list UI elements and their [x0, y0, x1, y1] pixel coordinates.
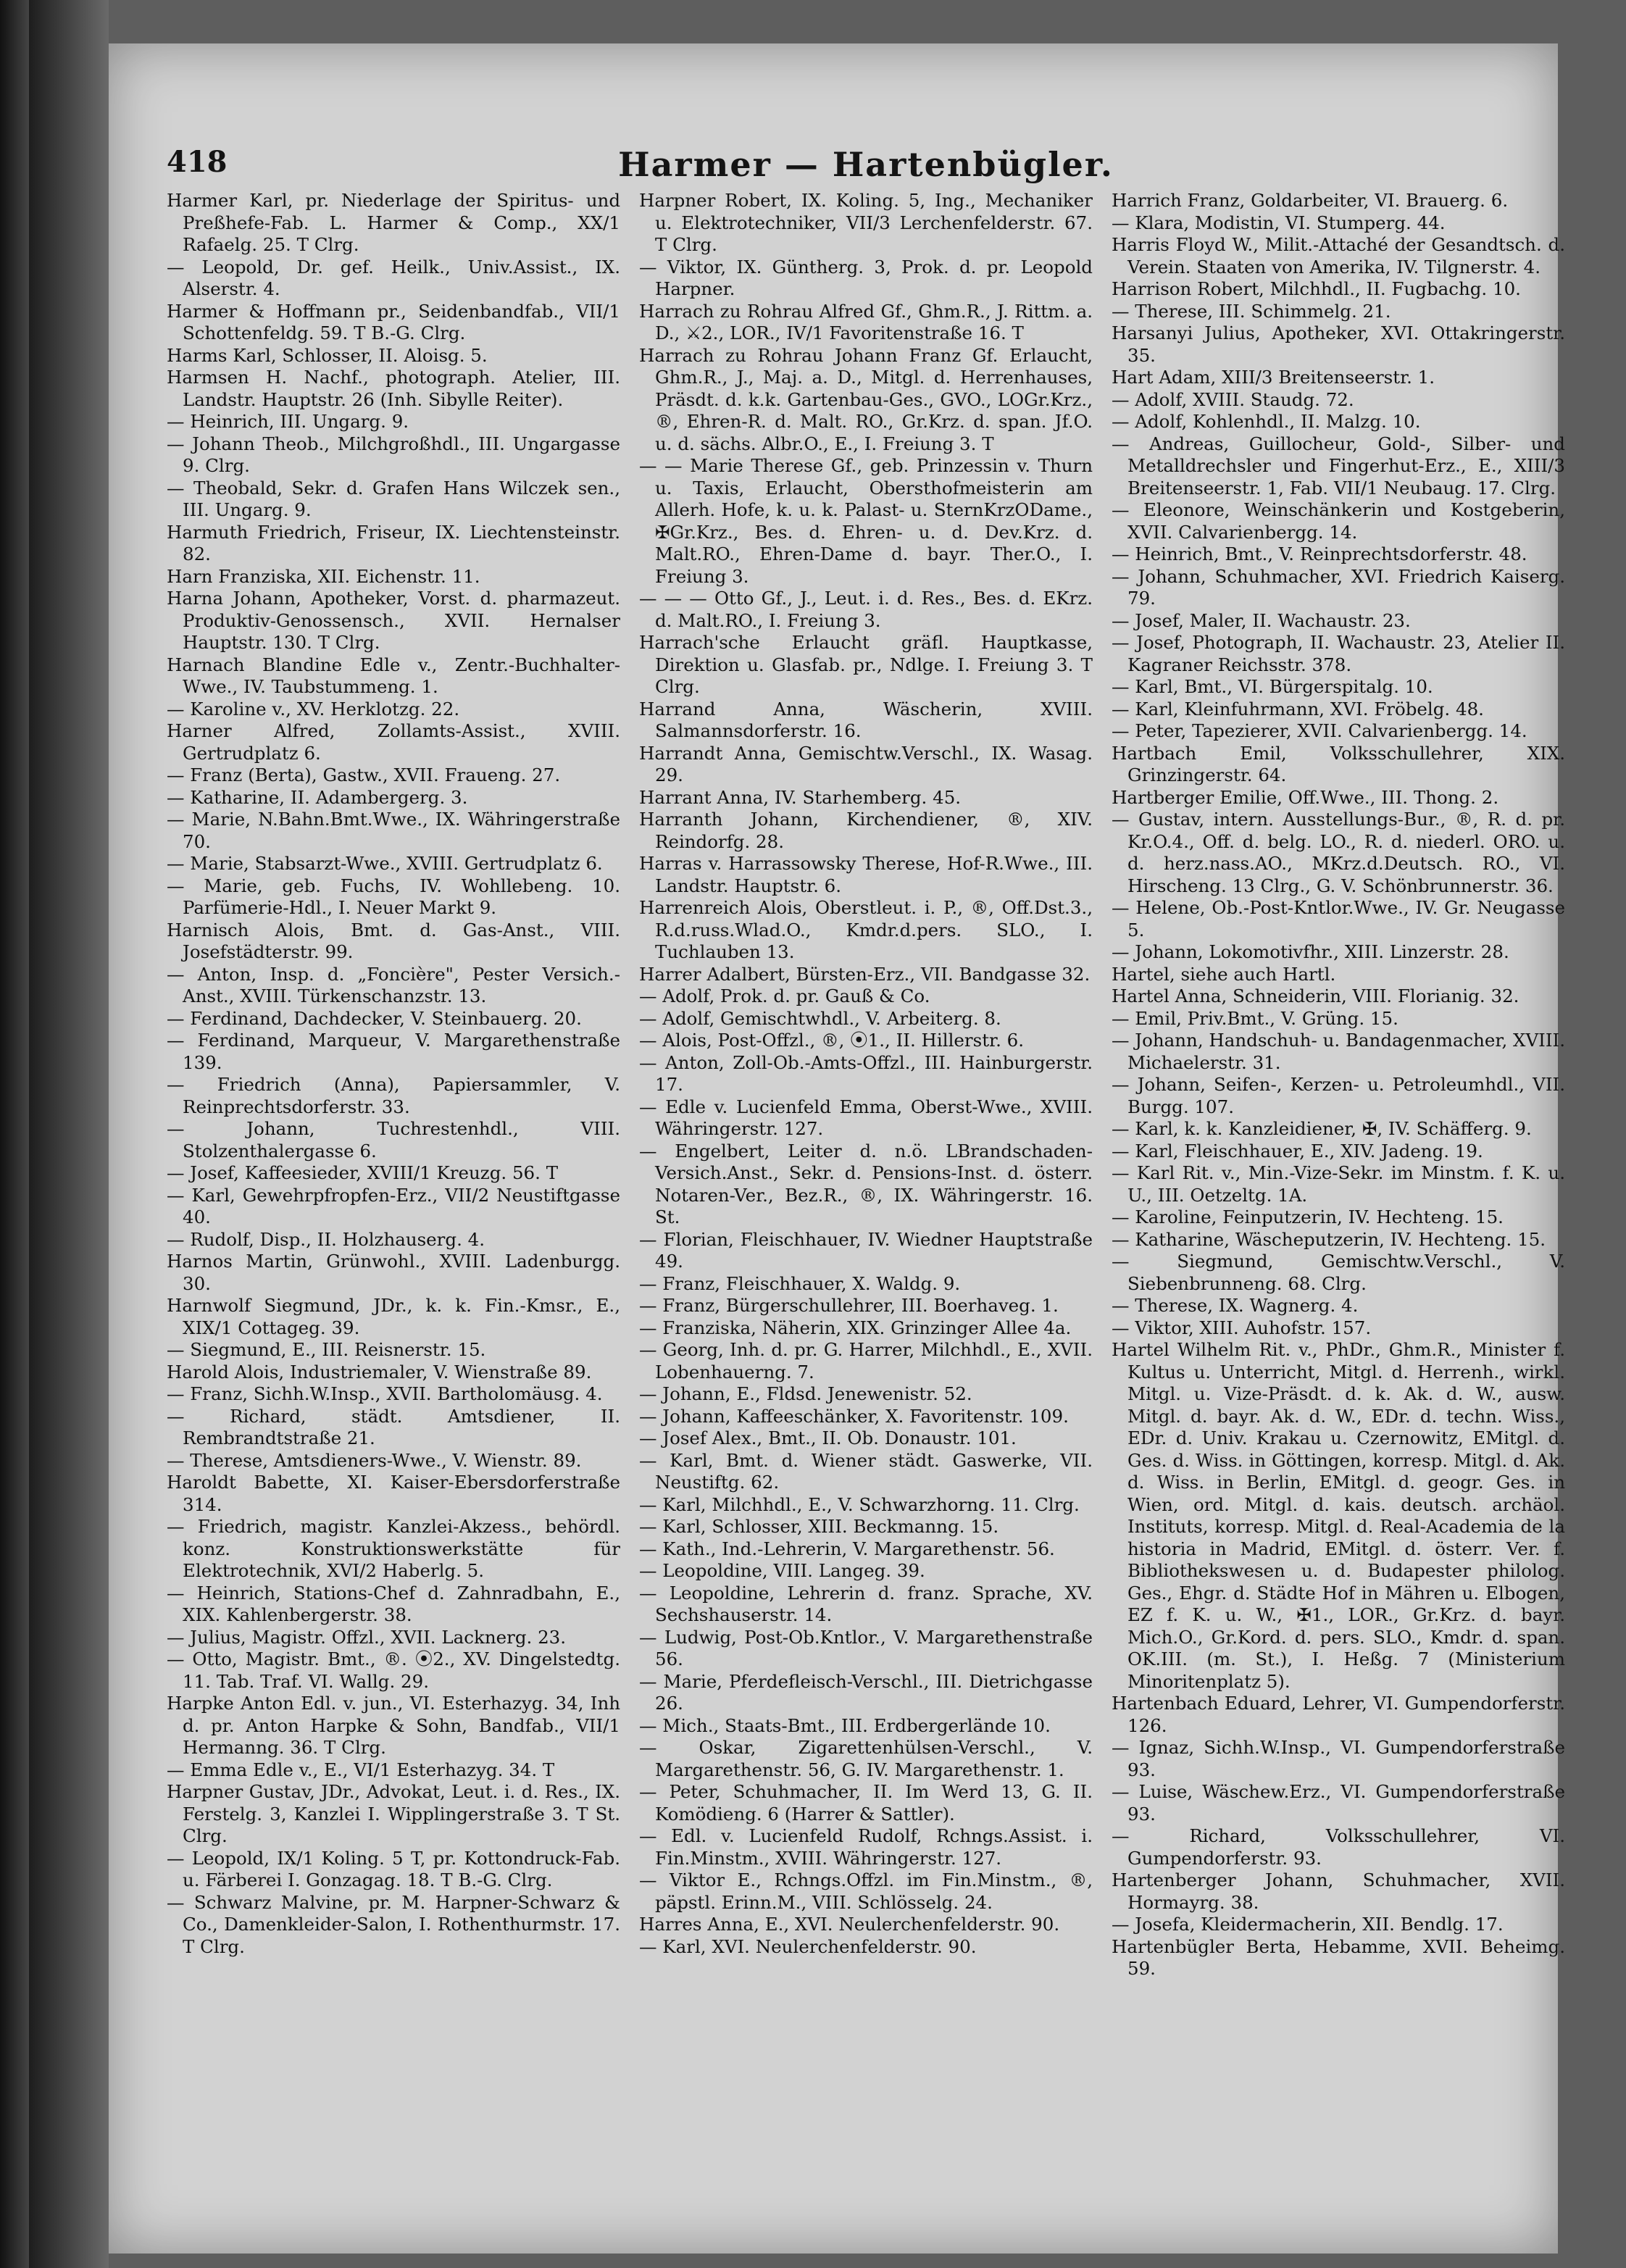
directory-entry: — Franz (Berta), Gastw., XVII. Fraueng. 27.: [167, 764, 561, 785]
directory-entry: — Leopold, IX/1 Koling. 5 T, pr. Kottondruck-Fab. u. Färberei I. Gonzagag. 18. T B.-G. Clrg.: [167, 1847, 620, 1890]
directory-entry: — Karl, Schlosser, XIII. Beckmanng. 15.: [639, 1516, 999, 1537]
directory-entry: — Marie, N.Bahn.Bmt.Wwe., IX. Währingerstraße 70.: [167, 809, 620, 852]
directory-entry: — Karl, k. k. Kanzleidiener, ✠, IV. Schäfferg. 9.: [1112, 1118, 1532, 1139]
directory-entry: — Julius, Magistr. Offzl., XVII. Lacknerg. 23.: [167, 1626, 567, 1648]
directory-entry: — Ignaz, Sichh.W.Insp., VI. Gumpendorferstraße 93.: [1112, 1737, 1565, 1780]
directory-entry: — Katharine, Wäscheputzerin, IV. Hechteng. 15.: [1112, 1228, 1546, 1250]
directory-entry: — Johann, Kaffeeschänker, X. Favoritenstr. 109.: [639, 1405, 1069, 1427]
directory-entry: — Johann, Lokomotivfhr., XIII. Linzerstr. 28.: [1112, 941, 1509, 962]
directory-entry: — Adolf, Gemischtwhdl., V. Arbeiterg. 8.: [639, 1007, 1001, 1029]
directory-entry: Harrach zu Rohrau Alfred Gf., Ghm.R., J. Rittm. a. D., ⚔2., LOR., IV/1 Favoritenstraße 16. T: [639, 300, 1093, 343]
directory-entry: — Karl, Bmt. d. Wiener städt. Gaswerke, VII. Neustiftg. 62.: [639, 1449, 1093, 1493]
directory-entry: — Karoline, Feinputzerin, IV. Hechteng. 15.: [1112, 1206, 1504, 1227]
directory-entry: — Josef Alex., Bmt., II. Ob. Donaustr. 101.: [639, 1427, 1017, 1448]
directory-entry: — Oskar, Zigarettenhülsen-Verschl., V. Margarethenstr. 56, G. IV. Margarethenstr. 1.: [639, 1737, 1093, 1780]
directory-entry: — Ludwig, Post-Ob.Kntlor., V. Margarethenstraße 56.: [639, 1626, 1093, 1669]
directory-entry: — — — Otto Gf., J., Leut. i. d. Res., Bes. d. EKrz. d. Malt.RO., I. Freiung 3.: [639, 588, 1093, 631]
directory-entry: — Andreas, Guillocheur, Gold-, Silber- und Metalldrechsler und Fingerhut-Erz., E., XIII/3 Breitenseerstr. 1, Fab. VII/1 Neubaug. 17. Clrg.: [1112, 433, 1565, 499]
directory-entry: Harrandt Anna, Gemischtw.Verschl., IX. Wasag. 29.: [639, 742, 1093, 785]
directory-entry: — Viktor, XIII. Auhofstr. 157.: [1112, 1317, 1372, 1338]
directory-entry: Hart Adam, XIII/3 Breitenseerstr. 1.: [1112, 367, 1435, 388]
directory-entry: — Katharine, II. Adambergerg. 3.: [167, 786, 468, 808]
directory-entry: Harrant Anna, IV. Starhemberg. 45.: [639, 786, 962, 808]
directory-entry: — Josef, Maler, II. Wachaustr. 23.: [1112, 609, 1411, 631]
directory-entry: — Marie, Stabsarzt-Wwe., XVIII. Gertrudplatz 6.: [167, 853, 603, 874]
directory-entry: Harmsen H. Nachf., photograph. Atelier, III. Landstr. Hauptstr. 26 (Inh. Sibylle Reiter).: [167, 367, 620, 410]
directory-entry: Hartenbach Eduard, Lehrer, VI. Gumpendorferstr. 126.: [1112, 1693, 1565, 1736]
directory-entry: — Karl, Kleinfuhrmann, XVI. Fröbelg. 48.: [1112, 698, 1484, 720]
page-fold: [29, 0, 109, 2268]
directory-entry: Harmer Karl, pr. Niederlage der Spiritus- und Preßhefe-Fab. L. Harmer & Comp., XX/1 Rafaelg. 25. T Clrg.: [167, 190, 620, 255]
directory-entry: Harrison Robert, Milchhdl., II. Fugbachg. 10.: [1112, 278, 1521, 299]
directory-entry: — Richard, Volksschullehrer, VI. Gumpendorferstr. 93.: [1112, 1825, 1565, 1869]
directory-entry: — Heinrich, Stations-Chef d. Zahnradbahn, E., XIX. Kahlenbergerstr. 38.: [167, 1582, 620, 1625]
directory-entry: Harrer Adalbert, Bürsten-Erz., VII. Bandgasse 32.: [639, 963, 1091, 985]
directory-entry: Harnisch Alois, Bmt. d. Gas-Anst., VIII. Josefstädterstr. 99.: [167, 919, 620, 962]
directory-entry: — Otto, Magistr. Bmt., ®. ⦿2., XV. Dingelstedtg. 11. Tab. Traf. VI. Wallg. 29.: [167, 1648, 620, 1692]
directory-entry: — Helene, Ob.-Post-Kntlor.Wwe., IV. Gr. Neugasse 5.: [1112, 897, 1565, 941]
directory-entry: — Adolf, Kohlenhdl., II. Malzg. 10.: [1112, 411, 1421, 432]
directory-entry: — Heinrich, III. Ungarg. 9.: [167, 411, 409, 432]
directory-entry: — Emma Edle v., E., VI/1 Esterhazyg. 34. T: [167, 1759, 555, 1780]
directory-entry: — Kath., Ind.-Lehrerin, V. Margarethenstr. 56.: [639, 1538, 1055, 1559]
directory-entry: Harna Johann, Apotheker, Vorst. d. pharmazeut. Produktiv-Genossensch., XVII. Hernalser Hauptstr. 130. T Clrg.: [167, 588, 620, 653]
directory-entry: Harnwolf Siegmund, JDr., k. k. Fin.-Kmsr., E., XIX/1 Cottageg. 39.: [167, 1295, 620, 1338]
directory-entry: — Johann, Schuhmacher, XVI. Friedrich Kaiserg. 79.: [1112, 565, 1565, 609]
directory-entry: — Siegmund, E., III. Reisnerstr. 15.: [167, 1339, 486, 1360]
directory-entry: Harrich Franz, Goldarbeiter, VI. Brauerg. 6.: [1112, 190, 1509, 211]
directory-entry: Harrach'sche Erlaucht gräfl. Hauptkasse, Direktion u. Glasfab. pr., Ndlge. I. Freiung 3. T Clrg.: [639, 632, 1093, 697]
directory-entry: — Edle v. Lucienfeld Emma, Oberst-Wwe., XVIII. Währingerstr. 127.: [639, 1096, 1093, 1139]
directory-entry: Harpner Robert, IX. Koling. 5, Ing., Mechaniker u. Elektrotechniker, VII/3 Lerchenfelderstr. 67. T Clrg.: [639, 190, 1093, 255]
directory-entry: — Karl, Gewehrpfropfen-Erz., VII/2 Neustiftgasse 40.: [167, 1184, 620, 1227]
directory-entry: Harold Alois, Industriemaler, V. Wienstraße 89.: [167, 1361, 592, 1383]
directory-entry: — Friedrich (Anna), Papiersammler, V. Reinprechtsdorferstr. 33.: [167, 1074, 620, 1117]
directory-entry: Haroldt Babette, XI. Kaiser-Ebersdorferstraße 314.: [167, 1472, 620, 1515]
directory-entry: Harris Floyd W., Milit.-Attaché der Gesandtsch. d. Verein. Staaten von Amerika, IV. Tilgnerstr. 4.: [1112, 234, 1565, 278]
directory-entry: — Emil, Priv.Bmt., V. Grüng. 15.: [1112, 1007, 1398, 1029]
directory-entry: — Karl, Bmt., VI. Bürgerspitalg. 10.: [1112, 676, 1433, 697]
directory-entry: — Rudolf, Disp., II. Holzhauserg. 4.: [167, 1228, 485, 1250]
directory-columns: [167, 190, 1565, 2204]
column-right: [1112, 190, 1565, 2204]
directory-entry: Harrenreich Alois, Oberstleut. i. P., ®, Off.Dst.3., R.d.russ.Wlad.O., Kmdr.d.pers. SLO., I. Tuchlauben 13.: [639, 897, 1093, 962]
directory-entry: — Friedrich, magistr. Kanzlei-Akzess., behördl. konz. Konstruktionswerkstätte für Elektrotechnik, XVI/2 Haberlg. 5.: [167, 1516, 620, 1581]
directory-entry: — Franz, Fleischhauer, X. Waldg. 9.: [639, 1272, 961, 1294]
directory-entry: Harnos Martin, Grünwohl., XVIII. Ladenburgg. 30.: [167, 1251, 620, 1294]
directory-entry: — Josef, Photograph, II. Wachaustr. 23, Atelier II. Kagraner Reichsstr. 378.: [1112, 632, 1565, 675]
directory-entry: — Marie, Pferdefleisch-Verschl., III. Dietrichgasse 26.: [639, 1670, 1093, 1714]
directory-entry: — Mich., Staats-Bmt., III. Erdbergerlände 10.: [639, 1714, 1051, 1736]
directory-entry: Harner Alfred, Zollamts-Assist., XVIII. Gertrudplatz 6.: [167, 720, 620, 764]
directory-entry: — Therese, III. Schimmelg. 21.: [1112, 300, 1391, 322]
directory-entry: — Franz, Sichh.W.Insp., XVII. Bartholomäusg. 4.: [167, 1383, 603, 1404]
directory-entry: — Leopoldine, VIII. Langeg. 39.: [639, 1560, 925, 1581]
directory-entry: Harsanyi Julius, Apotheker, XVI. Ottakringerstr. 35.: [1112, 322, 1565, 366]
directory-entry: — Leopold, Dr. gef. Heilk., Univ.Assist., IX. Alserstr. 4.: [167, 256, 620, 299]
directory-entry: Hartenberger Johann, Schuhmacher, XVII. Hormayrg. 38.: [1112, 1869, 1565, 1913]
directory-entry: Harmer & Hoffmann pr., Seidenbandfab., VII/1 Schottenfeldg. 59. T B.-G. Clrg.: [167, 300, 620, 343]
directory-entry: Harms Karl, Schlosser, II. Aloisg. 5.: [167, 344, 488, 366]
directory-entry: Hartel, siehe auch Hartl.: [1112, 963, 1336, 985]
directory-entry: Hartbach Emil, Volksschullehrer, XIX. Grinzingerstr. 64.: [1112, 742, 1565, 785]
directory-entry: — Franz, Bürgerschullehrer, III. Boerhaveg. 1.: [639, 1295, 1059, 1316]
directory-entry: — Schwarz Malvine, pr. M. Harpner-Schwarz & Co., Damenkleider-Salon, I. Rothenthurmstr. 17. T Clrg.: [167, 1891, 620, 1957]
directory-entry: — Johann, Tuchrestenhdl., VIII. Stolzenthalergasse 6.: [167, 1118, 620, 1162]
directory-entry: — Karoline v., XV. Herklotzg. 22.: [167, 698, 460, 720]
directory-entry: — Karl, Fleischhauer, E., XIV. Jadeng. 19.: [1112, 1140, 1483, 1162]
page-header: [167, 145, 1565, 188]
directory-entry: — Theobald, Sekr. d. Grafen Hans Wilczek sen., III. Ungarg. 9.: [167, 477, 620, 520]
directory-entry: — Eleonore, Weinschänkerin und Kostgeberin, XVII. Calvarienbergg. 14.: [1112, 499, 1565, 543]
directory-entry: — Johann, Seifen-, Kerzen- u. Petroleumhdl., VII. Burgg. 107.: [1112, 1074, 1565, 1117]
directory-entry: Hartel Anna, Schneiderin, VIII. Florianig. 32.: [1112, 985, 1519, 1006]
directory-entry: Harres Anna, E., XVI. Neulerchenfelderstr. 90.: [639, 1914, 1060, 1935]
directory-entry: — Josef, Kaffeesieder, XVIII/1 Kreuzg. 56. T: [167, 1162, 559, 1183]
directory-entry: — Richard, städt. Amtsdiener, II. Rembrandtstraße 21.: [167, 1405, 620, 1448]
directory-entry: — Luise, Wäschew.Erz., VI. Gumpendorferstraße 93.: [1112, 1781, 1565, 1825]
directory-entry: — Marie, geb. Fuchs, IV. Wohllebeng. 10. Parfümerie-Hdl., I. Neuer Markt 9.: [167, 875, 620, 918]
directory-entry: Harn Franziska, XII. Eichenstr. 11.: [167, 565, 480, 587]
directory-entry: Harras v. Harrassowsky Therese, Hof-R.Wwe., III. Landstr. Hauptstr. 6.: [639, 853, 1093, 896]
directory-entry: — Ferdinand, Dachdecker, V. Steinbauerg. 20.: [167, 1007, 582, 1029]
directory-entry: — Anton, Insp. d. „Foncière", Pester Versich.-Anst., XVIII. Türkenschanzstr. 13.: [167, 963, 620, 1006]
directory-entry: — Adolf, Prok. d. pr. Gauß & Co.: [639, 985, 930, 1006]
directory-entry: — Johann Theob., Milchgroßhdl., III. Ungargasse 9. Clrg.: [167, 433, 620, 476]
column-middle: [639, 190, 1093, 2204]
directory-entry: — Ferdinand, Marqueur, V. Margarethenstraße 139.: [167, 1030, 620, 1073]
directory-entry: Hartenbügler Berta, Hebamme, XVII. Beheimg. 59.: [1112, 1935, 1565, 1979]
directory-entry: — Adolf, XVIII. Staudg. 72.: [1112, 388, 1354, 410]
directory-entry: — Viktor, IX. Güntherg. 3, Prok. d. pr. Leopold Harpner.: [639, 256, 1093, 299]
directory-entry: — Engelbert, Leiter d. n.ö. LBrandschaden-Versich.Anst., Sekr. d. Pensions-Inst. d. österr. Notaren-Ver., Bez.R., ®, IX. Währingerstr. 16. St.: [639, 1140, 1093, 1227]
directory-entry: — Klara, Modistin, VI. Stumperg. 44.: [1112, 212, 1446, 233]
directory-entry: Harnach Blandine Edle v., Zentr.-Buchhalter-Wwe., IV. Taubstummeng. 1.: [167, 654, 620, 697]
directory-entry: — Peter, Tapezierer, XVII. Calvarienbergg. 14.: [1112, 720, 1527, 741]
directory-entry: — Alois, Post-Offzl., ®, ⦿1., II. Hillerstr. 6.: [639, 1030, 1025, 1051]
directory-entry: Harpke Anton Edl. v. jun., VI. Esterhazyg. 34, Inh d. pr. Anton Harpke & Sohn, Bandfab., VII/1 Hermanng. 36. T Clrg.: [167, 1693, 620, 1758]
directory-entry: — Karl, XVI. Neulerchenfelderstr. 90.: [639, 1935, 977, 1957]
directory-entry: — Viktor E., Rchngs.Offzl. im Fin.Minstm., ®, päpstl. Erinn.M., VIII. Schlösselg. 24.: [639, 1869, 1093, 1913]
directory-entry: Harrach zu Rohrau Johann Franz Gf. Erlaucht, Ghm.R., J., Maj. a. D., Mitgl. d. Herrenhauses, Präsdt. d. k.k. Gartenbau-Ges., GVO., LOGr.Krz., ®, Ehren-R. d. Malt. RO., Gr.Krz. d. span. Jf.O. u. d. sächs. Albr.O., E., I. Freiung 3. T: [639, 344, 1093, 454]
directory-entry: Hartel Wilhelm Rit. v., PhDr., Ghm.R., Minister f. Kultus u. Unterricht, Mitgl. d. Herrenh., wirkl. Mitgl. u. Vize-Präsdt. d. k. Ak. d. W., ausw. Mitgl. d. bayr. Ak. d. W., EDr. d. techn. Wiss., EDr. d. Univ. Krakau u. Czernowitz, EMitgl. d. Ges. d. Wiss. in Göttingen, korresp. Mitgl. d. Ak. d. Wiss. in Berlin, EMitgl. d. geogr. Ges. in Wien, ord. Mitgl. d. kais. deutsch. archäol. Instituts, korresp. Mitgl. d. Real-Academia de la historia in Madrid, EMitgl. d. österr. Ver. f. Bibliothekswesen u. d. Budapester philolog. Ges., Ehgr. d. Städte Hof in Mähren u. Elbogen, EZ f. K. u. W., ✠1., LOR., Gr.Krz. d. bayr. Mich.O., Gr.Kord. d. pers. SLO., Kmdr. d. span. OK.III. (m. St.), I. Heßg. 7 (Ministerium Minoritenplatz 5).: [1112, 1339, 1565, 1692]
page-title: Harmer — Hartenbügler.: [618, 145, 1114, 184]
column-left: [167, 190, 620, 2204]
book-spine: [0, 0, 29, 2268]
directory-entry: — Johann, Handschuh- u. Bandagenmacher, XVIII. Michaelerstr. 31.: [1112, 1030, 1565, 1073]
directory-entry: — Leopoldine, Lehrerin d. franz. Sprache, XV. Sechshauserstr. 14.: [639, 1582, 1093, 1625]
directory-entry: — Karl, Milchhdl., E., V. Schwarzhorng. 11. Clrg.: [639, 1493, 1080, 1515]
directory-entry: — Therese, Amtsdieners-Wwe., V. Wienstr. 89.: [167, 1449, 582, 1471]
directory-entry: Harmuth Friedrich, Friseur, IX. Liechtensteinstr. 82.: [167, 521, 620, 564]
directory-entry: — Anton, Zoll-Ob.-Amts-Offzl., III. Hainburgerstr. 17.: [639, 1051, 1093, 1095]
directory-entry: Harrand Anna, Wäscherin, XVIII. Salmannsdorferstr. 16.: [639, 698, 1093, 741]
directory-entry: — Siegmund, Gemischtw.Verschl., V. Siebenbrunneng. 68. Clrg.: [1112, 1251, 1565, 1294]
directory-entry: — Georg, Inh. d. pr. G. Harrer, Milchhdl., E., XVII. Lobenhauerng. 7.: [639, 1339, 1093, 1383]
directory-entry: Harranth Johann, Kirchendiener, ®, XIV. Reindorfg. 28.: [639, 809, 1093, 852]
directory-entry: — Heinrich, Bmt., V. Reinprechtsdorferstr. 48.: [1112, 543, 1527, 564]
directory-entry: — Edl. v. Lucienfeld Rudolf, Rchngs.Assist. i. Fin.Minstm., XVIII. Währingerstr. 127.: [639, 1825, 1093, 1869]
directory-entry: — Josefa, Kleidermacherin, XII. Bendlg. 17.: [1112, 1914, 1504, 1935]
directory-entry: — Florian, Fleischhauer, IV. Wiedner Hauptstraße 49.: [639, 1228, 1093, 1272]
directory-entry: — Karl Rit. v., Min.-Vize-Sekr. im Minstm. f. K. u. U., III. Oetzeltg. 1A.: [1112, 1162, 1565, 1206]
page-number: 418: [167, 145, 228, 179]
directory-entry: — Therese, IX. Wagnerg. 4.: [1112, 1295, 1359, 1316]
directory-entry: Harpner Gustav, JDr., Advokat, Leut. i. d. Res., IX. Ferstelg. 3, Kanzlei I. Wipplingerstraße 3. T St. Clrg.: [167, 1781, 620, 1846]
directory-entry: — Franziska, Näherin, XIX. Grinzinger Allee 4a.: [639, 1317, 1072, 1338]
directory-entry: Hartberger Emilie, Off.Wwe., III. Thong. 2.: [1112, 786, 1499, 808]
directory-entry: — Johann, E., Fldsd. Jenewenistr. 52.: [639, 1383, 972, 1404]
directory-entry: — — Marie Therese Gf., geb. Prinzessin v. Thurn u. Taxis, Erlaucht, Obersthofmeisterin am Allerh. Hofe, k. u. k. Palast- u. SternKrzODame., ✠Gr.Krz., Bes. d. Ehren- u. d. Dev.Krz. d. Malt.RO., Ehren-Dame d. bayr. Ther.O., I. Freiung 3.: [639, 455, 1093, 587]
directory-entry: — Gustav, intern. Ausstellungs-Bur., ®, R. d. pr. Kr.O.4., Off. d. belg. LO., R. d. niederl. ORO. u. d. herz.nass.AO., MKrz.d.Deutsch. RO., VI. Hirscheng. 13 Clrg., G. V. Schönbrunnerstr. 36.: [1112, 809, 1565, 896]
directory-entry: — Peter, Schuhmacher, II. Im Werd 13, G. II. Komödieng. 6 (Harrer & Sattler).: [639, 1781, 1093, 1825]
